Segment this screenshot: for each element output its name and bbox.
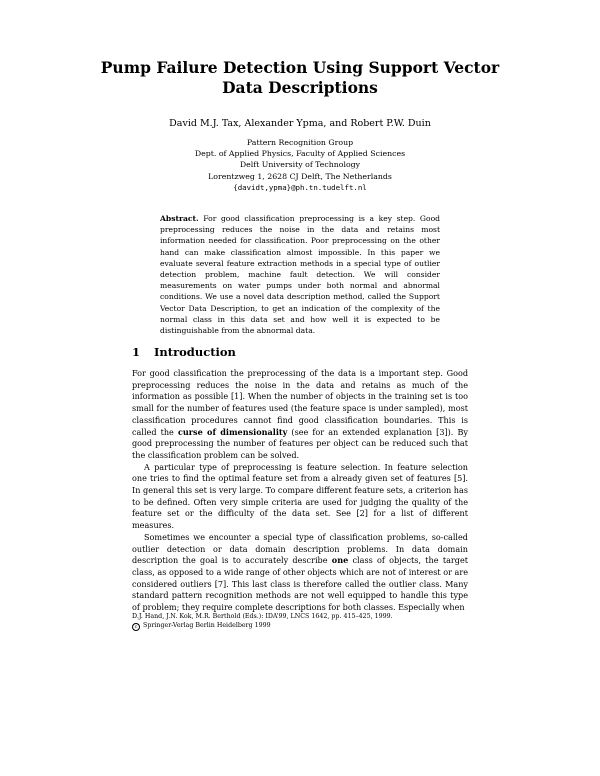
footer-publisher: Springer-Verlag Berlin Heidelberg 1999 bbox=[143, 622, 271, 629]
section-number: 1 bbox=[132, 345, 141, 359]
footer-citation: D.J. Hand, J.N. Kok, M.R. Berthold (Eds.): IDA’99, LNCS 1642, pp. 415–425, 1999. bbox=[132, 613, 393, 620]
bold-term: curse of dimensionality bbox=[177, 426, 288, 437]
copyright-icon: c bbox=[132, 623, 140, 631]
paper-title bbox=[80, 58, 520, 98]
affiliation-line: Lorentzweg 1, 2628 CJ Delft, The Netherlands bbox=[208, 171, 392, 181]
title-line-1: Pump Failure Detection Using Support Vector bbox=[100, 58, 500, 77]
abstract-text: For good classification preprocessing is a key step. Good preprocessing reduces the noise in the data and retains most information needed for classification. Poor preprocessing on the other hand can make classification almost impossible. In this paper we evaluate several feature extraction methods in a special type of outlier detection problem, machine fault detection. We will consider measurements on water pumps under both normal and abnormal conditions. We use a novel data description method, called the Support Vector Data Description, to get an indication of the complexity of the normal class in this data set and how well it is expected to be distinguishable from the abnormal data. bbox=[160, 214, 441, 336]
paragraph bbox=[132, 532, 468, 614]
section-title: Introduction bbox=[154, 345, 236, 359]
affiliation-line: Pattern Recognition Group bbox=[246, 138, 354, 147]
affiliation bbox=[80, 137, 520, 193]
authors: David M.J. Tax, Alexander Ypma, and Robert P.W. Duin bbox=[169, 118, 431, 129]
bold-term: one bbox=[331, 555, 349, 566]
paragraph: A particular type of preprocessing is feature selection. In feature selection one tries to find the optimal feature set from a already given set of features [5]. In general this set is very large. To compare different feature sets, a criterion has to be defined. Often very simple criteria are used for judging the quality of the feature set or the difficulty of the data set. See [2] for a list of different measures. bbox=[132, 461, 468, 531]
footer-copyright bbox=[132, 621, 468, 631]
section-heading bbox=[132, 345, 468, 359]
paragraph-text: class of objects, the target class, as opposed to a wide range of other objects which are not of interest or are considered outliers [7]. This last class is therefore called the outlier class. Many standard pattern recognition methods are not well equipped to handle this type of problem; they require complete descriptions for both classes. Especially when bbox=[132, 555, 468, 613]
title-line-2: Data Descriptions bbox=[222, 78, 378, 97]
paragraph-text: Sometimes we encounter a special type of classification problems, so-called outlier detection or data domain description problems. In data domain description the goal is to accurately describe bbox=[132, 531, 468, 566]
paragraph-text: (see for an extended explanation [3]). By good preprocessing the number of features per object can be reduced such that the classification problem can be solved. bbox=[132, 426, 468, 460]
affiliation-line: Dept. of Applied Physics, Faculty of Applied Sciences bbox=[194, 149, 406, 159]
paragraph-text: For good classification the preprocessing of the data is a important step. Good preprocessing reduces the noise in the data and retains as much of the information as possible [1]. When the number of objects in the training set is too small for the number of features used (the feature space is under sampled), most classification procedures cannot find good classification boundaries. This is called the bbox=[132, 368, 468, 437]
footer bbox=[132, 612, 468, 631]
abstract-label: Abstract. bbox=[160, 214, 199, 223]
email: {davidt,ypma}@ph.tn.tudelft.nl bbox=[233, 182, 367, 192]
abstract bbox=[160, 213, 440, 336]
affiliation-line: Delft University of Technology bbox=[239, 160, 361, 170]
paragraph bbox=[132, 368, 468, 462]
body-text bbox=[132, 368, 468, 614]
